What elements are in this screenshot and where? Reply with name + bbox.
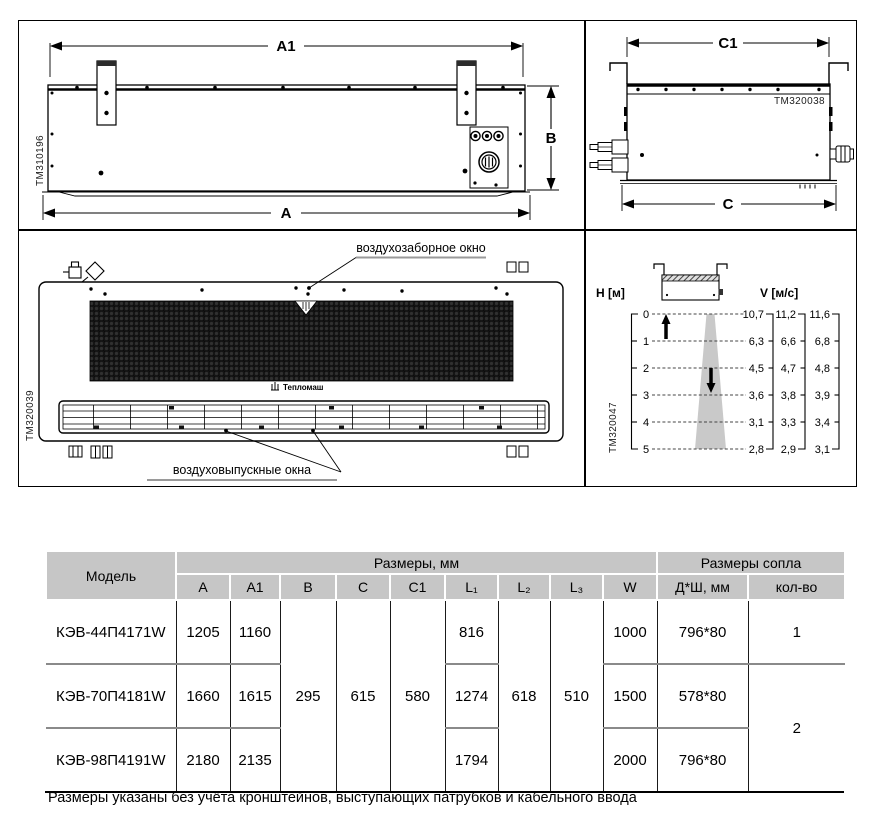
h-axis-label: Н [м] [596,286,625,300]
value-w: 1500 [603,664,657,728]
dimension-c [622,185,836,213]
value-count: 1 [748,600,845,664]
drawing-code: TM320039 [25,389,36,441]
value-c1-merged: 580 [390,600,445,791]
svg-text:6,6: 6,6 [780,336,796,348]
dimensions-table-wrap [45,550,844,793]
svg-text:5: 5 [643,444,650,456]
value-a1: 1615 [230,664,280,728]
drawing-sheet [18,20,857,487]
velocity-column-3 [809,309,839,456]
svg-text:B: B [545,130,557,147]
front-view-drawing [19,21,584,229]
col-header-count: кол-во [748,574,845,600]
col-header-w: W [603,574,657,600]
svg-text:3,4: 3,4 [814,417,830,429]
svg-text:A: A [280,205,292,222]
svg-text:2: 2 [643,363,650,375]
drawing-code: TM310196 [35,134,46,186]
value-a1: 2135 [230,728,280,791]
value-nozzle: 796*80 [657,600,748,664]
col-header-a: A [176,574,230,600]
svg-text:3: 3 [643,390,650,402]
svg-text:3,9: 3,9 [814,390,830,402]
model-cell: КЭВ-44П4171W [46,600,176,664]
header-dimensions-group: Размеры, мм [176,551,657,574]
svg-text:2,8: 2,8 [748,444,764,456]
value-l1: 816 [445,600,498,664]
hanging-hook-right [829,63,848,84]
vent-slots [800,185,815,189]
mini-unit-icon [654,264,727,300]
svg-text:11,6: 11,6 [809,309,830,321]
svg-text:4: 4 [643,417,650,429]
dimensions-table [45,550,846,791]
table-row [46,600,845,664]
dimension-c1 [627,34,829,57]
svg-text:1: 1 [643,336,650,348]
h-axis [632,309,650,456]
col-header-l2: L₂ [498,574,550,600]
cable-gland-icons [471,131,503,140]
outlet-grille [59,401,549,433]
col-header-b: B [280,574,336,600]
value-a1: 1160 [230,600,280,664]
svg-text:10,7: 10,7 [742,309,764,321]
mounting-bracket-right [457,61,476,125]
dimension-a [43,195,530,222]
pipe-connections-icon [590,140,628,172]
header-model: Модель [46,551,176,600]
cable-gland-icon [830,146,854,162]
dimension-a1 [50,37,523,77]
value-b-merged: 295 [280,600,336,791]
side-view-drawing [586,21,856,229]
model-cell: КЭВ-70П4181W [46,664,176,728]
svg-text:3,1: 3,1 [814,444,830,456]
svg-text:C: C [722,196,734,213]
col-header-l3: L₃ [550,574,603,600]
intake-label: воздухозаборное окно [356,241,486,255]
intake-grille [90,301,513,381]
bottom-view-drawing [19,231,584,486]
value-a: 1205 [176,600,230,664]
col-header-nozzle-size: Д*Ш, мм [657,574,748,600]
svg-text:11,2: 11,2 [775,309,796,321]
svg-text:C1: C1 [718,35,738,52]
svg-text:4,5: 4,5 [748,363,764,375]
col-header-l1: L₁ [445,574,498,600]
value-nozzle: 578*80 [657,664,748,728]
value-w: 1000 [603,600,657,664]
drawing-code: TM320038 [773,96,825,107]
col-header-c1: C1 [390,574,445,600]
velocity-column-2 [775,309,805,456]
svg-text:3,6: 3,6 [748,390,764,402]
value-l1: 1274 [445,664,498,728]
svg-text:4,8: 4,8 [814,363,830,375]
svg-text:0: 0 [643,309,650,321]
svg-text:3,1: 3,1 [748,417,764,429]
svg-text:3,8: 3,8 [780,390,796,402]
col-header-a1: A1 [230,574,280,600]
value-c-merged: 615 [336,600,390,791]
svg-text:A1: A1 [276,38,296,55]
svg-text:Тепломаш: Тепломаш [283,383,324,392]
valve-fittings-icon [63,262,104,282]
value-nozzle: 796*80 [657,728,748,791]
table-row [46,664,845,728]
model-cell: КЭВ-98П4191W [55,751,166,769]
footnote: Размеры указаны без учёта кронштейнов, выступающих патрубков и кабельного ввода [48,790,637,806]
drawing-code: TM320047 [608,401,619,453]
velocity-column-1 [743,309,773,456]
table-row [46,728,845,791]
intake-arrow-icon [662,314,671,339]
value-a: 1660 [176,664,230,728]
value-l3-merged: 510 [550,600,603,791]
col-header-c: C [336,574,390,600]
mounting-bracket-left [97,61,116,125]
value-count-merged: 2 [748,664,845,791]
svg-text:2,9: 2,9 [780,444,796,456]
hanging-hook-left [610,63,627,84]
value-l1: 1794 [445,728,498,791]
value-l2-merged: 618 [498,600,550,791]
value-a: 2180 [176,728,230,791]
electrical-connection-box [470,127,508,188]
unit-body-side [620,84,837,189]
svg-text:6,8: 6,8 [814,336,830,348]
header-nozzle-group: Размеры сопла [657,551,845,574]
value-w: 2000 [603,728,657,791]
svg-text:6,3: 6,3 [748,336,764,348]
v-axis-label: V [м/с] [760,286,799,300]
outlet-label: воздуховыпускные окна [172,463,312,477]
round-connector-icon [479,152,499,172]
air-velocity-chart [586,231,856,486]
dimension-b [527,86,561,190]
svg-text:4,7: 4,7 [780,363,796,375]
svg-text:3,3: 3,3 [780,417,796,429]
